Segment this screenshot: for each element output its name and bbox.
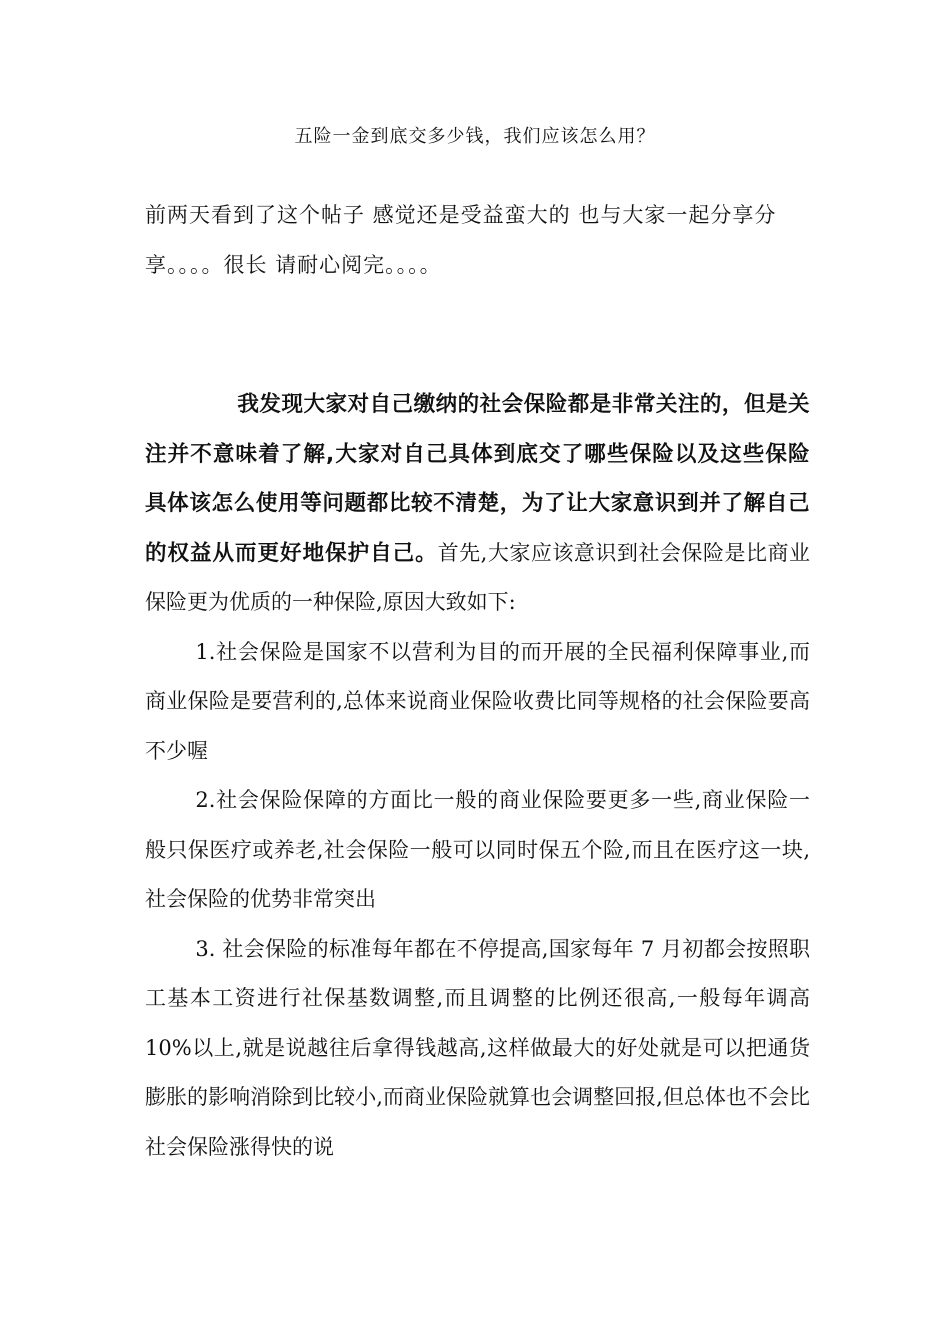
- lead-paragraph: [145, 380, 810, 628]
- lead-bold-text: 我发现大家对自己缴纳的社会保险都是非常关注的，但是关注并不意味着了解,大家对自己具体到底交了哪些保险以及这些保险具体该怎么使用等问题都比较不清楚，为了让大家意识到并了解自己的权益从而更好地保护自己。: [145, 392, 810, 566]
- document-title: 五险一金到底交多少钱，我们应该怎么用？: [294, 126, 656, 147]
- document-body: [145, 380, 810, 1172]
- lead-normal-text: 首先,大家应该意识到社会保险是比商业保险更为优质的一种保险,原因大致如下:: [145, 540, 810, 614]
- point-2-paragraph: 2.社会保险保障的方面比一般的商业保险要更多一些,商业保险一般只保医疗或养老,社会保险一般可以同时保五个险,而且在医疗这一块,社会保险的优势非常突出: [145, 788, 810, 911]
- point-1-paragraph: 1.社会保险是国家不以营利为目的而开展的全民福利保障事业,而商业保险是要营利的,总体来说商业保险收费比同等规格的社会保险要高不少喔: [145, 639, 810, 763]
- point-3-paragraph: 3. 社会保险的标准每年都在不停提高,国家每年 7 月初都会按照职工基本工资进行社保基数调整,而且调整的比例还很高,一般每年调高 10%以上,就是说越往后拿得钱越高,这样做最大的好处就是可以把通货膨胀的影响消除到比较小,而商业保险就算也会调整回报,但总体也不会比社会保险涨得快的说: [145, 936, 810, 1159]
- intro-paragraph: 前两天看到了这个帖子 感觉还是受益蛮大的 也与大家一起分享分享。。。。很长 请耐心阅完。。。。: [145, 203, 777, 277]
